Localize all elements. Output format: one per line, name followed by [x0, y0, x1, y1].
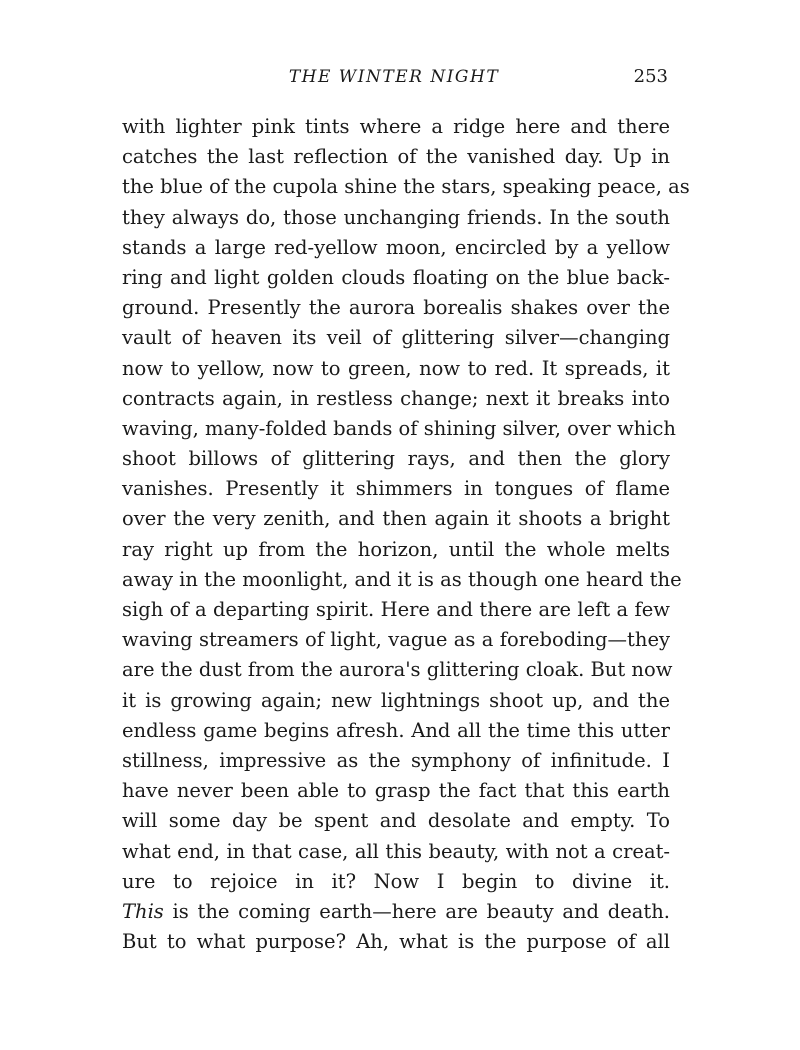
text-line: ring and light golden clouds floating on the blue back-: [122, 265, 670, 289]
text-line: But to what purpose? Ah, what is the purpose of all: [122, 930, 670, 954]
text-line: stands a large red-yellow moon, encircled by a yellow: [122, 235, 670, 259]
text-line-rest: is the coming earth—here are beauty and death.: [163, 899, 670, 923]
italic-word: This: [122, 899, 164, 923]
text-line: now to yellow, now to green, now to red. It spreads, it: [122, 356, 670, 380]
text-line: will some day be spent and desolate and empty. To: [122, 809, 670, 833]
body-text: [122, 112, 690, 957]
text-line: shoot billows of glittering rays, and then the glory: [122, 447, 670, 471]
text-line-italic-lead: [122, 897, 670, 927]
page-number: 253: [633, 66, 668, 87]
text-line: the blue of the cupola shine the stars, speaking peace, as: [122, 175, 690, 199]
text-line: waving streamers of light, vague as a foreboding—they: [122, 628, 670, 652]
text-line: waving, many-folded bands of shining silver, over which: [122, 416, 676, 440]
text-line: away in the moonlight, and it is as though one heard the: [122, 567, 682, 591]
text-line: it is growing again; new lightnings shoot up, and the: [122, 688, 670, 712]
text-line: sigh of a departing spirit. Here and there are left a few: [122, 598, 670, 621]
text-line: catches the last reflection of the vanished day. Up in: [122, 145, 670, 169]
text-line: contracts again, in restless change; next it breaks into: [122, 386, 670, 410]
text-line: ray right up from the horizon, until the whole melts: [122, 537, 670, 561]
text-line: ure to rejoice in it? Now I begin to divine it.: [122, 869, 670, 893]
text-line: ground. Presently the aurora borealis shakes over the: [122, 296, 670, 320]
text-line: stillness, impressive as the symphony of infinitude. I: [122, 748, 670, 772]
text-line: vanishes. Presently it shimmers in tongues of flame: [122, 477, 670, 501]
text-line: they always do, those unchanging friends. In the south: [122, 205, 670, 229]
text-line: endless game begins afresh. And all the time this utter: [122, 718, 670, 742]
text-line: over the very zenith, and then again it shoots a bright: [122, 507, 670, 531]
text-line: with lighter pink tints where a ridge here and there: [122, 115, 670, 138]
text-line: have never been able to grasp the fact that this earth: [122, 779, 670, 803]
text-line: what end, in that case, all this beauty, with not a creat-: [122, 839, 670, 863]
text-line: are the dust from the aurora's glittering cloak. But now: [122, 658, 673, 682]
text-line: vault of heaven its veil of glittering silver—changing: [122, 326, 670, 350]
running-head: [120, 62, 668, 92]
running-title: THE WINTER NIGHT: [288, 67, 500, 87]
